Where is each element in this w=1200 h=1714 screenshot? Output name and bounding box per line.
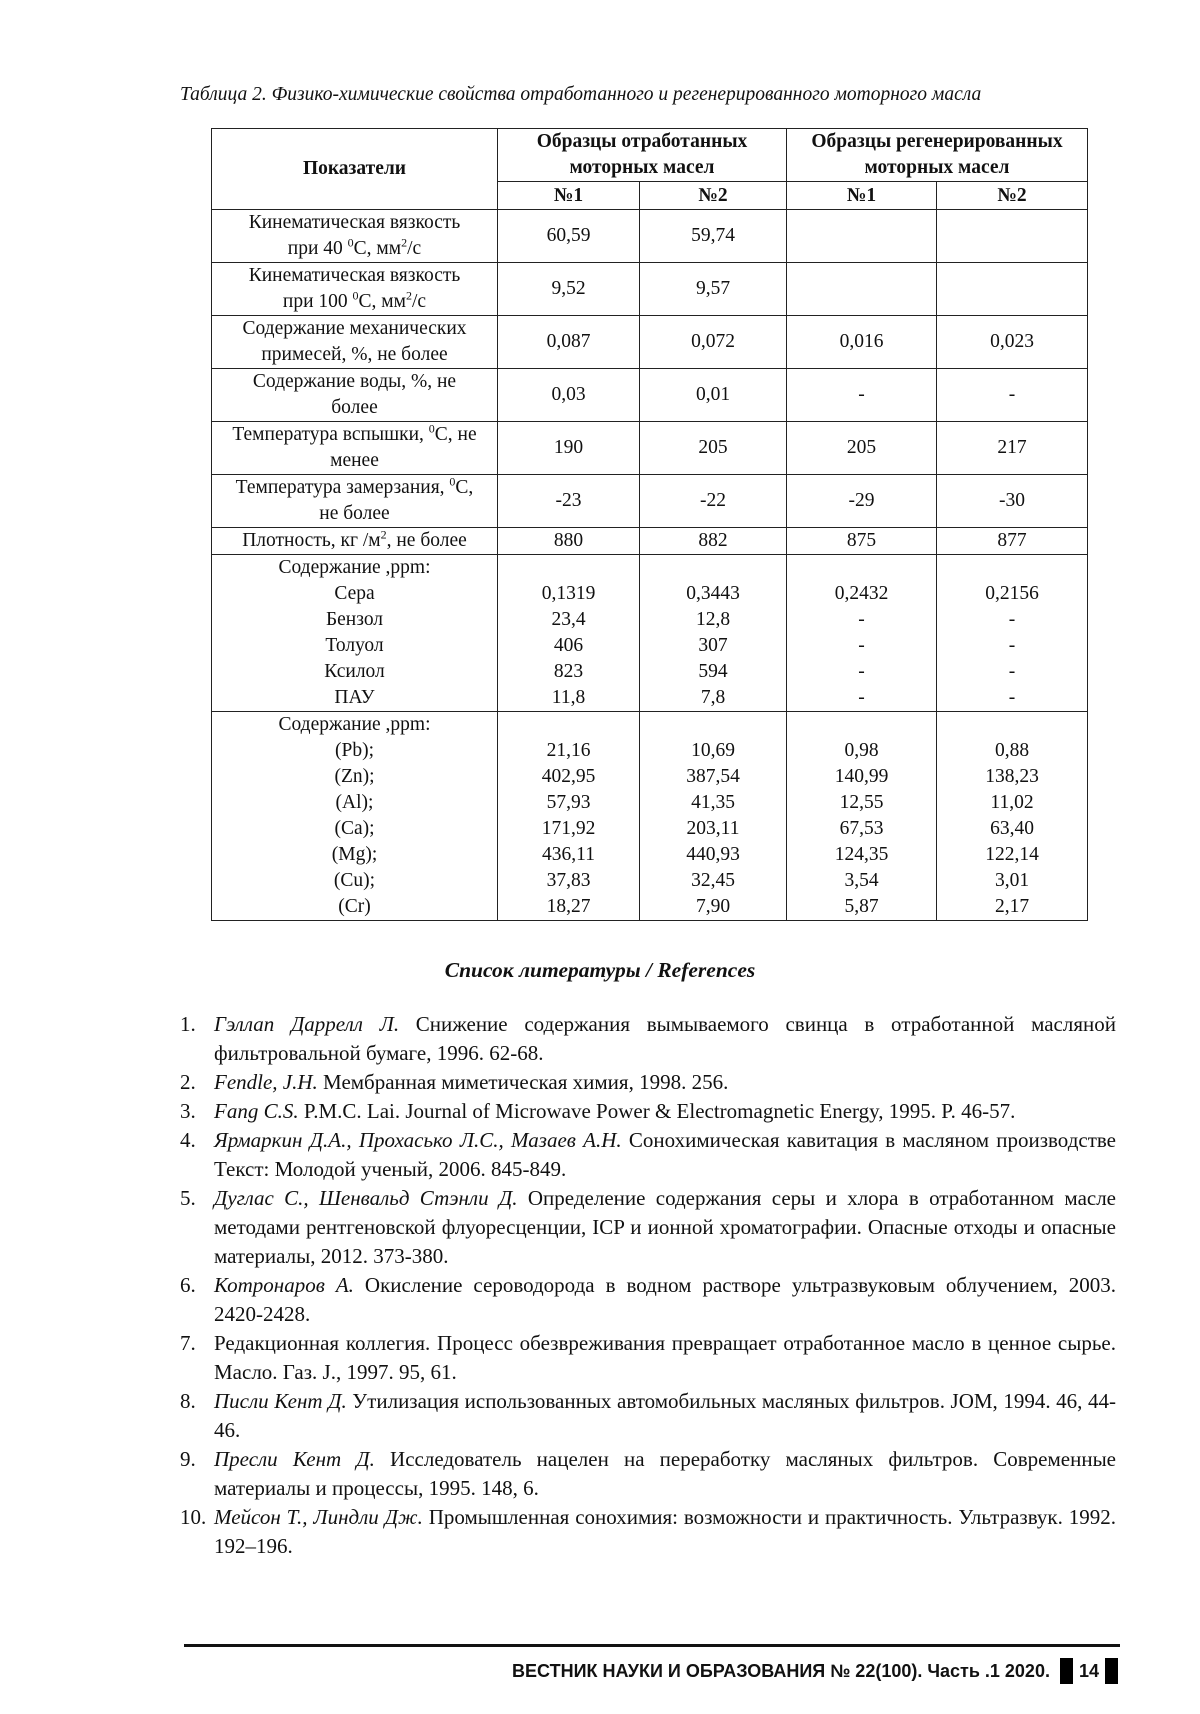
table-row <box>212 210 1088 263</box>
group-item-name: Ксилол <box>324 661 385 682</box>
table-cell <box>787 263 937 316</box>
group-value-cell <box>640 712 787 921</box>
superscript: 2 <box>405 288 412 303</box>
table-cell: 882 <box>640 528 787 555</box>
table-cell: 594 <box>698 661 728 682</box>
reference-number: 6. <box>180 1273 196 1297</box>
group-label-cell <box>212 555 498 712</box>
table-cell: 67,53 <box>839 818 884 839</box>
row-label <box>212 369 498 422</box>
row-label-line <box>214 475 495 501</box>
table-cell: 7,8 <box>700 687 726 708</box>
footer-rule <box>184 1644 1120 1647</box>
table-cell: - <box>858 609 865 630</box>
row-label-line <box>214 289 495 315</box>
reference-number: 10. <box>180 1505 207 1529</box>
reference-author: Fendle, J.H. <box>214 1070 318 1094</box>
label-part: , не более <box>386 530 467 551</box>
reference-item <box>180 1068 1116 1097</box>
label-part: С, <box>455 477 474 498</box>
reference-number: 2. <box>180 1070 196 1094</box>
row-label-line: Кинематическая вязкость <box>248 265 461 286</box>
table-cell: 10,69 <box>691 740 735 761</box>
table-cell <box>787 210 937 263</box>
table-cell: - <box>1008 661 1016 682</box>
row-label-line: менее <box>330 450 379 471</box>
table-cell: 18,27 <box>546 896 591 917</box>
reference-author: Мейсон Т., Линдли Дж. <box>214 1505 423 1529</box>
reference-text: Снижение содержания вымываемого свинца в отработанной масляной фильтровальной бумаге, 1996. 62-68. <box>214 1012 1116 1065</box>
superscript: 0 <box>352 288 359 303</box>
table-cell: 0,03 <box>498 369 640 422</box>
group-item-name: (Cr) <box>338 896 371 917</box>
table-cell: 12,8 <box>695 609 731 630</box>
table-cell: 3,54 <box>844 870 879 891</box>
group-item-name: ПАУ <box>334 687 375 708</box>
table-cell: 402,95 <box>541 766 596 787</box>
page-marker-right <box>1105 1658 1118 1684</box>
reference-number: 1. <box>180 1012 196 1036</box>
group-value-cell <box>787 712 937 921</box>
table-row-group <box>212 712 1088 921</box>
table-cell: - <box>858 687 865 708</box>
table-cell: -30 <box>937 475 1088 528</box>
label-part: С, мм <box>358 291 406 312</box>
header-indicator: Показатели <box>212 129 498 210</box>
table-cell: 140,99 <box>834 766 889 787</box>
table-cell: -23 <box>498 475 640 528</box>
table-cell: 440,93 <box>686 844 740 865</box>
table-row <box>212 369 1088 422</box>
reference-text: Исследователь нацелен на переработку масляных фильтров. Современные материалы и процессы, 1995. 148, 6. <box>214 1447 1116 1500</box>
label-part: /с <box>407 238 422 259</box>
row-label-line: более <box>331 397 378 418</box>
reference-author: Дуглас С., Шенвальд Стэнли Д. <box>214 1186 518 1210</box>
table-cell: 0,072 <box>640 316 787 369</box>
table-cell: 0,2156 <box>985 583 1039 604</box>
table-cell: 0,98 <box>844 740 879 761</box>
header-used-line: Образцы отработанных <box>536 131 748 152</box>
table-row <box>212 422 1088 475</box>
table-cell: 138,23 <box>985 766 1039 787</box>
table-cell: 880 <box>498 528 640 555</box>
table-cell: 11,02 <box>990 792 1034 813</box>
table-cell: 21,16 <box>546 740 591 761</box>
label-part: Температура вспышки, <box>232 424 429 445</box>
table-cell: - <box>858 661 865 682</box>
table-cell: 823 <box>553 661 584 682</box>
group-value-cell <box>937 555 1088 712</box>
table-cell: 171,92 <box>541 818 596 839</box>
table-cell: -22 <box>640 475 787 528</box>
table-cell: 205 <box>640 422 787 475</box>
table-cell: 60,59 <box>498 210 640 263</box>
table-cell: 0,1319 <box>541 583 596 604</box>
table-cell: 23,4 <box>551 609 586 630</box>
table-cell: 875 <box>787 528 937 555</box>
reference-item <box>180 1445 1116 1503</box>
table-cell: 3,01 <box>994 870 1030 891</box>
table-row-group <box>212 555 1088 712</box>
group-value-cell <box>937 712 1088 921</box>
table-cell: 205 <box>787 422 937 475</box>
page-footer <box>512 1656 1118 1686</box>
reference-item <box>180 1271 1116 1329</box>
reference-item <box>180 1010 1116 1068</box>
reference-author: Писли Кент Д. <box>214 1389 347 1413</box>
page-marker-left <box>1060 1658 1073 1684</box>
header-regenerated-oils <box>787 129 1088 182</box>
table-cell <box>937 210 1088 263</box>
group-item-name: Бензол <box>325 609 384 630</box>
group-value-cell <box>640 555 787 712</box>
table-cell: 124,35 <box>834 844 889 865</box>
table-cell: 406 <box>553 635 584 656</box>
group-item-name: (Cu); <box>333 870 376 891</box>
group-item-name: Толуол <box>325 635 384 656</box>
table-cell: 2,17 <box>994 896 1030 917</box>
table-cell: 877 <box>937 528 1088 555</box>
group-item-name: Сера <box>334 583 375 604</box>
table-cell: 122,14 <box>985 844 1039 865</box>
sample-label: №2 <box>937 182 1088 210</box>
table-cell: - <box>1008 687 1016 708</box>
table-cell: 5,87 <box>844 896 879 917</box>
superscript: 2 <box>380 527 387 542</box>
table-cell: 0,88 <box>994 740 1030 761</box>
group-value-cell <box>498 712 640 921</box>
properties-table <box>211 128 1088 921</box>
header-used-line: моторных масел <box>569 157 715 178</box>
references-title: Список литературы / References <box>444 958 756 982</box>
header-regen-line: моторных масел <box>864 157 1010 178</box>
label-part: /с <box>411 291 427 312</box>
table-cell: 190 <box>498 422 640 475</box>
table-cell: 57,93 <box>546 792 591 813</box>
label-part: Температура замерзания, <box>235 477 450 498</box>
table-cell: 63,40 <box>990 818 1034 839</box>
sample-label: №2 <box>640 182 787 210</box>
table-cell: 0,01 <box>640 369 787 422</box>
table-row <box>212 316 1088 369</box>
superscript: 0 <box>428 421 435 436</box>
table-cell: -29 <box>787 475 937 528</box>
journal-name: ВЕСТНИК НАУКИ И ОБРАЗОВАНИЯ № 22(100). Часть .1 2020. <box>512 1660 1050 1681</box>
table-cell: 7,90 <box>695 896 731 917</box>
row-label <box>212 422 498 475</box>
table-cell: 37,83 <box>546 870 591 891</box>
row-label <box>212 475 498 528</box>
table-caption: Таблица 2. Физико-химические свойства отработанного и регенерированного моторного масла <box>180 84 982 105</box>
row-label-line: примесей, %, не более <box>261 344 448 365</box>
row-label-line: Кинематическая вязкость <box>248 212 461 233</box>
reference-text: Редакционная коллегия. Процесс обезвреживания превращает отработанное масло в ценное сырье. Масло. Газ. J., 1997. 95, 61. <box>214 1331 1116 1384</box>
reference-text: Сонохимическая кавитация в масляном производстве Текст: Молодой ученый, 2006. 845-849. <box>214 1128 1116 1181</box>
table-cell: 203,11 <box>686 818 740 839</box>
table-cell: 217 <box>937 422 1088 475</box>
row-label <box>212 263 498 316</box>
table-cell: 0,023 <box>937 316 1088 369</box>
label-part: при 40 <box>287 238 348 259</box>
reference-author: Пресли Кент Д. <box>214 1447 375 1471</box>
table-cell: - <box>787 369 937 422</box>
reference-text: Мембранная миметическая химия, 1998. 256. <box>317 1070 729 1094</box>
table-cell: 387,54 <box>686 766 740 787</box>
table-cell: 59,74 <box>640 210 787 263</box>
reference-number: 3. <box>180 1099 196 1123</box>
header-regen-line: Образцы регенерированных <box>811 131 1063 152</box>
table-cell <box>937 263 1088 316</box>
group-heading: Содержание ,ppm: <box>278 714 431 735</box>
reference-item <box>180 1503 1116 1561</box>
label-part: С, мм <box>353 238 402 259</box>
table-row <box>212 475 1088 528</box>
page-number: 14 <box>1078 1660 1099 1681</box>
table-cell: 9,52 <box>498 263 640 316</box>
reference-text: Промышленная сонохимия: возможности и практичность. Ультразвук. 1992. 192–196. <box>214 1505 1116 1558</box>
table-cell: 9,57 <box>640 263 787 316</box>
reference-number: 5. <box>180 1186 196 1210</box>
reference-item <box>180 1184 1116 1271</box>
group-item-name: (Zn); <box>334 766 375 787</box>
group-item-name: (Mg); <box>331 844 378 865</box>
table-cell: 0,2432 <box>834 583 889 604</box>
table-cell: 0,087 <box>498 316 640 369</box>
reference-number: 7. <box>180 1331 196 1355</box>
label-part: С, не <box>434 424 477 445</box>
table-cell: - <box>858 635 865 656</box>
reference-item <box>180 1097 1116 1126</box>
group-heading: Содержание ,ppm: <box>278 557 431 578</box>
reference-text: Окисление сероводорода в водном растворе ультразвуковым облучением, 2003. 2420-2428. <box>214 1273 1116 1326</box>
sample-label: №1 <box>498 182 640 210</box>
group-value-cell <box>787 555 937 712</box>
table-row <box>212 528 1088 555</box>
row-label-line: не более <box>319 503 390 524</box>
table-cell: 0,3443 <box>686 583 740 604</box>
row-label <box>212 316 498 369</box>
group-item-name: (Ca); <box>334 818 375 839</box>
reference-item <box>180 1126 1116 1184</box>
table-cell: 436,11 <box>542 844 595 865</box>
table-cell: - <box>1008 635 1016 656</box>
reference-number: 4. <box>180 1128 196 1152</box>
group-label-cell <box>212 712 498 921</box>
row-label-line <box>214 236 495 262</box>
table-cell: 41,35 <box>691 792 735 813</box>
superscript: 0 <box>347 235 354 250</box>
row-label <box>212 210 498 263</box>
header-used-oils <box>498 129 787 182</box>
row-label-line: Содержание механических <box>242 318 467 339</box>
reference-text: Утилизация использованных автомобильных масляных фильтров. JOM, 1994. 46, 44-46. <box>214 1389 1116 1442</box>
reference-number: 8. <box>180 1389 196 1413</box>
reference-text: Определение содержания серы и хлора в отработанном масле методами рентгеновской флуоресценции, ICP и ионной хроматографии. Опасные отходы и опасные материалы, 2012. 373-380. <box>214 1186 1117 1268</box>
reference-text: P.M.C. Lai. Journal of Microwave Power & Electromagnetic Energy, 1995. P. 46-57. <box>298 1099 1016 1123</box>
table-cell: 0,016 <box>787 316 937 369</box>
table-cell: 12,55 <box>839 792 884 813</box>
row-label <box>212 528 498 555</box>
table-cell: - <box>937 369 1088 422</box>
sample-label: №1 <box>787 182 937 210</box>
superscript: 0 <box>449 474 456 489</box>
reference-author: Fang C.S. <box>214 1099 299 1123</box>
reference-item <box>180 1329 1116 1387</box>
group-item-name: (Pb); <box>335 740 374 761</box>
table-cell: 32,45 <box>691 870 735 891</box>
reference-author: Ярмаркин Д.А., Прохасько Л.С., Мазаев А.Н. <box>214 1128 622 1152</box>
reference-list <box>180 1010 1116 1561</box>
row-label-line: Содержание воды, %, не <box>252 371 457 392</box>
reference-number: 9. <box>180 1447 196 1471</box>
superscript: 2 <box>401 235 408 250</box>
table-row <box>212 263 1088 316</box>
label-part: Плотность, кг /м <box>242 530 381 551</box>
table-cell: - <box>1008 609 1016 630</box>
row-label-line <box>214 422 495 448</box>
reference-author: Гэллап Даррелл Л. <box>214 1012 400 1036</box>
table-cell: 11,8 <box>551 687 586 708</box>
label-part: при 100 <box>282 291 353 312</box>
reference-author: Котронаров А. <box>214 1273 354 1297</box>
reference-item <box>180 1387 1116 1445</box>
table-cell: 307 <box>698 635 728 656</box>
group-value-cell <box>498 555 640 712</box>
group-item-name: (Al); <box>335 792 374 813</box>
